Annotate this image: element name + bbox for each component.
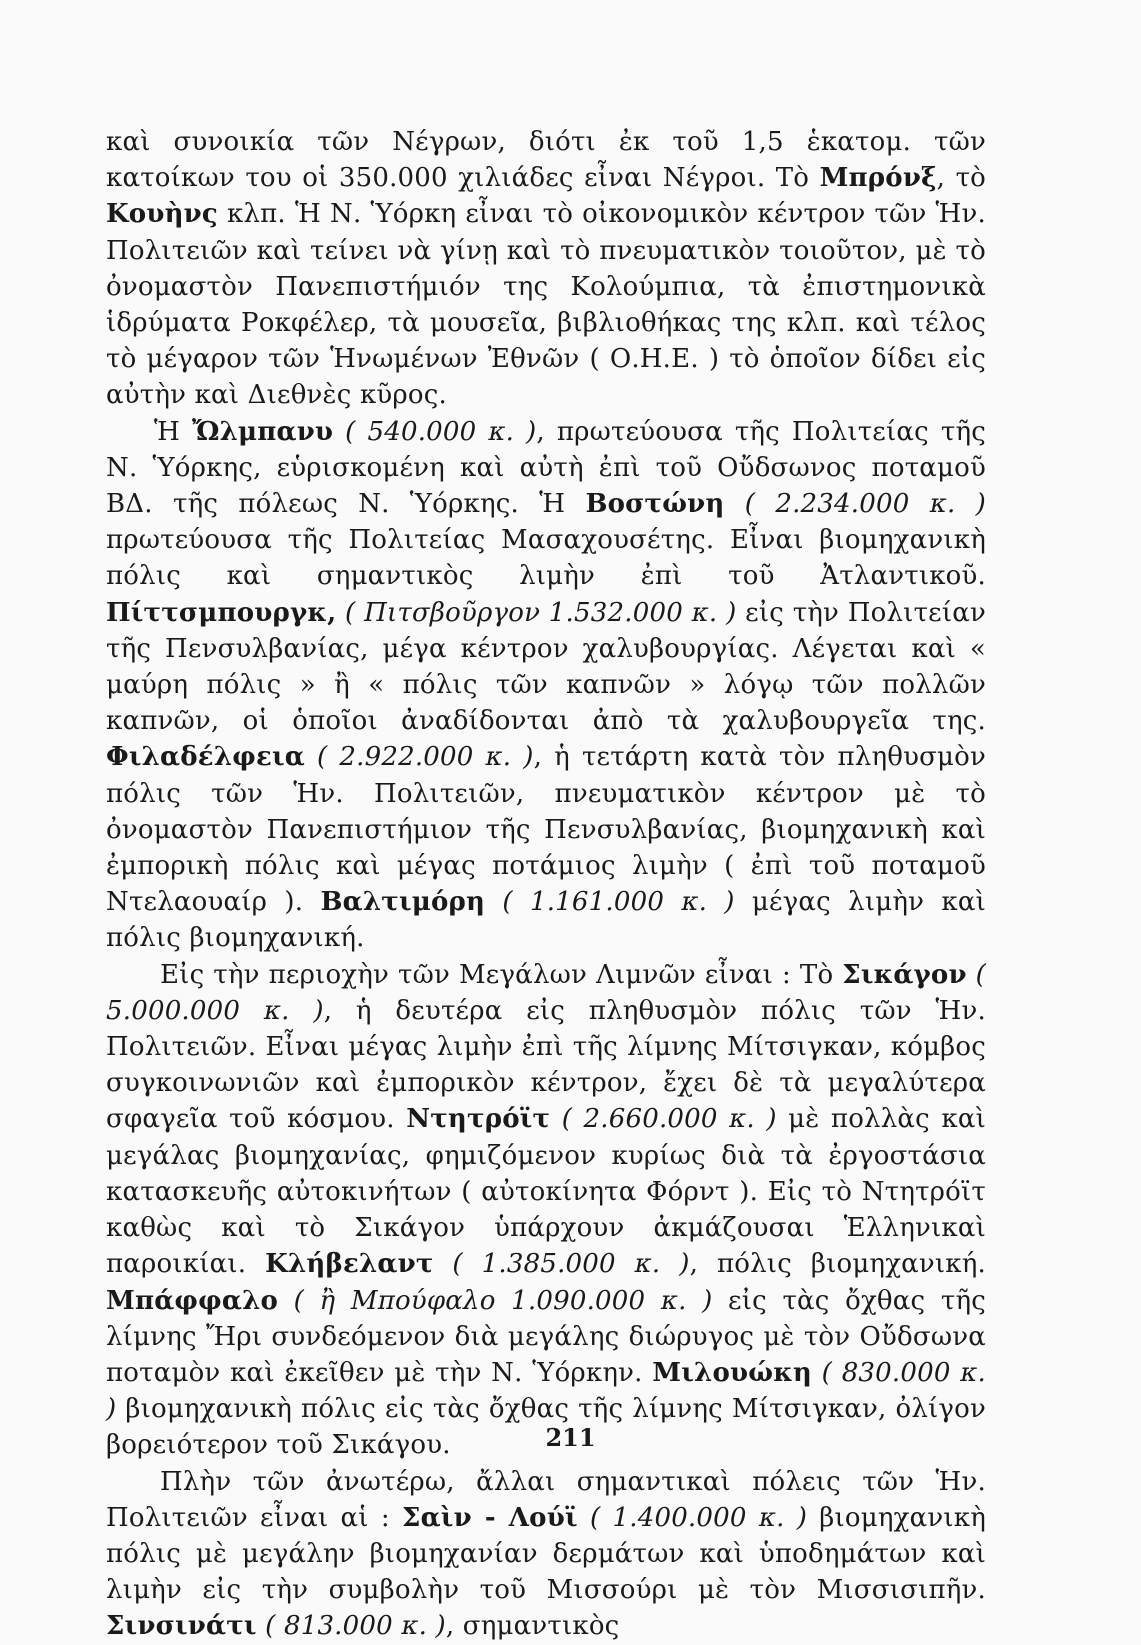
text-run: Ἡ	[154, 416, 192, 447]
text-run: , πόλις βιομηχανική.	[689, 1249, 987, 1280]
text-run: Εἰς τὴν περιοχὴν τῶν Μεγάλων Λιμνῶν εἶναι : Τὸ	[160, 959, 843, 990]
text-run: βιομηχανικὴ πόλις μὲ μεγάλην βιομηχανίαν δερμάτων καὶ ὑποδημάτων καὶ λιμὴν εἰς τὴν συμβολὴν τοῦ Μισσούρι μὲ τὸν Μισσισιπῆν.	[106, 1502, 986, 1606]
text-run: μὲ πολλὰς καὶ μεγάλας βιομηχανίας, φημιζόμενον κυρίως διὰ τὰ ἐργοστάσια κατασκευῆς αὐτοκινήτων ( αὐτοκίνητα Φόρντ ). Εἰς τὸ Ντητρόϊτ καθὼς καὶ τὸ Σικάγον ὑπάρχουν ἀκμάζουσαι Ἑλληνικαὶ παροικίαι.	[106, 1104, 987, 1280]
text-run: , πρωτεύουσα τῆς Πολιτείας τῆς Ν. Ὑόρκης, εὑρισκομένη καὶ αὐτὴ ἐπὶ τοῦ Οὔδσωνος ποταμοῦ ΒΔ. τῆς πόλεως Ν. Ὑόρκης. Ἡ	[106, 416, 986, 520]
paragraph	[106, 957, 986, 1464]
text-run: εἰς τὴν Πολιτείαν τῆς Πενσυλβανίας, μέγα κέντρον χαλυβουργίας. Λέγεται καὶ « μαύρη πόλις » ἢ « πόλις τῶν καπνῶν » λόγῳ τῶν πολλῶν καπνῶν, οἱ ὁποῖοι ἀναδίδονται ἀπὸ τὰ χαλυβουργεῖα της.	[106, 597, 986, 737]
population-note: ( 813.000 κ. )	[256, 1611, 446, 1642]
population-note: ( 1.161.000 κ. )	[485, 887, 735, 918]
population-note: ( ἢ Μπούφαλο 1.090.000 κ. )	[278, 1285, 713, 1316]
text-run: , σημαντικὸς	[445, 1611, 620, 1642]
city-name: Φιλαδέλφεια	[106, 742, 305, 773]
text-run: πρωτεύουσα τῆς Πολιτείας Μασαχουσέτης. Εἶναι βιομηχανικὴ πόλις καὶ σημαντικὸς λιμὴν ἐπὶ τοῦ Ἀτλαντικοῦ.	[106, 525, 986, 592]
population-note: ( Πιτσβοῦργον 1.532.000 κ. )	[336, 597, 737, 628]
population-note: ( 1.400.000 κ. )	[577, 1502, 808, 1533]
city-name: Μιλουώκη	[652, 1357, 813, 1388]
city-name: Πίττσμπουργκ,	[106, 597, 337, 628]
city-name: Ὤλμπανυ	[191, 416, 334, 447]
paragraph	[106, 124, 986, 414]
city-name: Κουὴνς	[106, 199, 218, 230]
city-name: Βαλτιμόρη	[320, 887, 486, 918]
body-text	[106, 124, 986, 1645]
paragraph	[106, 1464, 986, 1645]
page-number: 211	[545, 1423, 596, 1452]
paragraph	[106, 414, 986, 957]
population-note: ( 540.000 κ. )	[333, 416, 537, 447]
text-run: μέγας λιμὴν καὶ πόλις βιομηχανική.	[106, 887, 986, 954]
population-note: ( 5.000.000 κ. )	[106, 959, 986, 1026]
population-note: ( 1.385.000 κ. )	[433, 1249, 690, 1280]
text-run: κλπ. Ἡ Ν. Ὑόρκη εἶναι τὸ οἰκονομικὸν κέντρον τῶν Ἡν. Πολιτειῶν καὶ τείνει νὰ γίνῃ καὶ τὸ πνευματικὸν τοιοῦτον, μὲ τὸ ὀνομαστὸν Πανεπιστήμιόν της Κολούμπια, τὰ ἐπιστημονικὰ ἱδρύματα Ροκφέλερ, τὰ μουσεῖα, βιβλιοθήκας της κλπ. καὶ τέλος τὸ μέγαρον τῶν Ἡνωμένων Ἐθνῶν ( Ο.Η.Ε. ) τὸ ὁποῖον δίδει εἰς αὐτὴν καὶ Διεθνὲς κῦρος.	[106, 199, 986, 411]
population-note: ( 2.922.000 κ. )	[304, 742, 534, 773]
text-run: εἰς τὰς ὄχθας τῆς λίμνης Ἤρι συνδεόμενον διὰ μεγάλης διώρυγος μὲ τὸν Οὔδσωνα ποταμὸν καὶ ἐκεῖθεν μὲ τὴν Ν. Ὑόρκην.	[106, 1285, 986, 1388]
city-name: Ντητρόϊτ	[406, 1104, 551, 1135]
population-note: ( 830.000 κ. )	[106, 1357, 986, 1425]
city-name: Σικάγον	[842, 959, 967, 990]
text-run: , ἡ δευτέρα εἰς πληθυσμὸν πόλις τῶν Ἡν. Πολιτειῶν. Εἶναι μέγας λιμὴν ἐπὶ τῆς λίμνης Μίτσιγκαν, κόμβος συγκοινωνιῶν καὶ ἐμπορικὸν κέντρον, ἔχει δὲ τὰ μεγαλύτερα σφαγεῖα τοῦ κόσμου.	[106, 995, 986, 1135]
city-name: Μπάφφαλο	[106, 1285, 279, 1316]
text-run: βιομηχανικὴ πόλις εἰς τὰς ὄχθας τῆς λίμνης Μίτσιγκαν, ὀλίγον βορειότερον τοῦ Σικάγου.	[106, 1394, 986, 1461]
text-run: , ἡ τετάρτη κατὰ τὸν πληθυσμὸν πόλις τῶν Ἡν. Πολιτειῶν, πνευματικὸν κέντρον μὲ τὸ ὀνομαστὸν Πανεπιστήμιον τῆς Πενσυλβανίας, βιομηχανικὴ καὶ ἐμπορικὴ πόλις καὶ μέγας ποτάμιος λιμὴν ( ἐπὶ τοῦ ποταμοῦ Ντελαουαίρ ).	[106, 742, 986, 918]
city-name: Μπρόνξ	[819, 163, 937, 194]
population-note: ( 2.234.000 κ. )	[724, 489, 986, 520]
city-name: Σινσινάτι	[106, 1611, 257, 1642]
city-name: Βοστώνη	[585, 489, 725, 520]
population-note: ( 2.660.000 κ. )	[550, 1104, 777, 1135]
text-run: , τὸ	[936, 163, 987, 194]
text-run: Πλὴν τῶν ἀνωτέρω, ἄλλαι σημαντικαὶ πόλεις τῶν Ἡν. Πολιτειῶν εἶναι αἱ :	[106, 1466, 986, 1533]
text-run: καὶ συνοικία τῶν Νέγρων, διότι ἐκ τοῦ 1,5 ἑκατομ. τῶν κατοίκων του οἱ 350.000 χιλιάδες εἶναι Νέγροι. Τὸ	[106, 127, 986, 194]
city-name: Σαὶν - Λούϊ	[402, 1502, 578, 1533]
city-name: Κλήβελαντ	[265, 1249, 434, 1280]
